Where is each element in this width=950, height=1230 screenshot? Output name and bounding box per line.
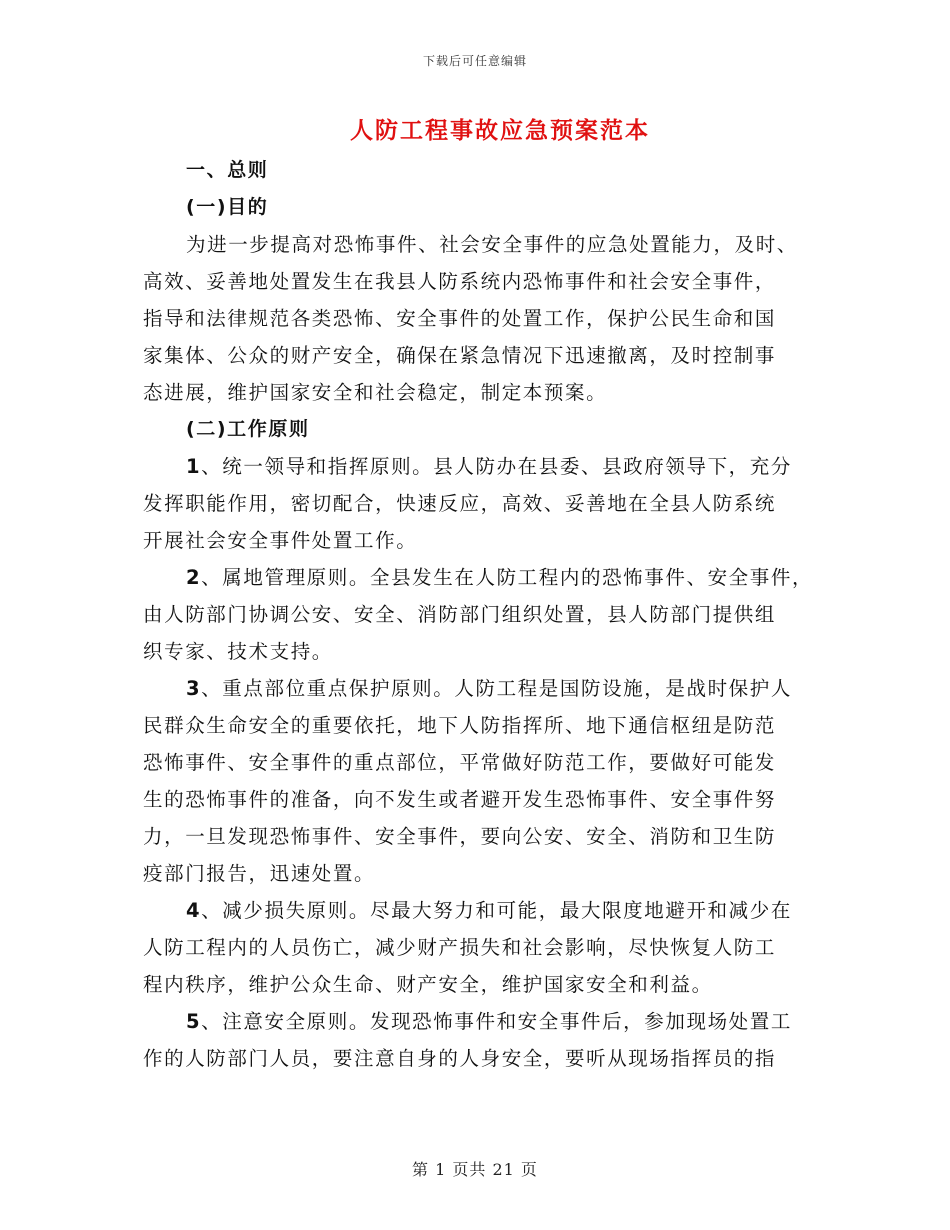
principle-text: 、减少损失原则。尽最大努力和可能，最大限度地避开和减少在	[201, 899, 792, 922]
paragraph-line: 织专家、技术支持。	[143, 640, 333, 663]
paragraph-line: 力，一旦发现恐怖事件、安全事件，要向公安、安全、消防和卫生防	[143, 825, 777, 848]
paragraph-line: 发挥职能作用，密切配合，快速反应，高效、妥善地在全县人防系统	[143, 492, 777, 515]
principle-text: 、属地管理原则。全县发生在人防工程内的恐怖事件、安全事件，	[201, 566, 814, 589]
paragraph-line: 态进展，维护国家安全和社会稳定，制定本预案。	[143, 381, 608, 404]
principle-text: 、注意安全原则。发现恐怖事件和安全事件后，参加现场处置工	[201, 1010, 792, 1033]
paragraph-line	[143, 1003, 823, 1040]
paragraph-line: 人防工程内的人员伤亡，减少财产损失和社会影响，尽快恢复人防工	[143, 936, 777, 959]
paragraph-line: 高效、妥善地处置发生在我县人防系统内恐怖事件和社会安全事件，	[143, 270, 777, 293]
section-heading-general: 一、总则	[186, 159, 269, 181]
principle-paragraph-5	[143, 1003, 823, 1077]
paragraph-line: 恐怖事件、安全事件的重点部位，平常做好防范工作，要做好可能发	[143, 751, 777, 774]
page-header: 下载后可任意编辑	[422, 54, 527, 68]
paragraph-line: 家集体、公众的财产安全，确保在紧急情况下迅速撤离，及时控制事	[143, 344, 777, 367]
paragraph-line: 开展社会安全事件处置工作。	[143, 529, 418, 552]
principle-paragraph-2	[143, 559, 823, 670]
paragraph-line: 民群众生命安全的重要依托，地下人防指挥所、地下通信枢纽是防范	[143, 714, 777, 737]
paragraph-line: 生的恐怖事件的准备，向不发生或者避开发生恐怖事件、安全事件努	[143, 788, 777, 811]
subsection-heading-principles: (二)工作原则	[186, 418, 310, 440]
principle-paragraph-3	[143, 670, 823, 892]
principle-number: 2	[186, 566, 202, 589]
document-body	[143, 152, 823, 1077]
principle-text: 、统一领导和指挥原则。县人防办在县委、县政府领导下，充分	[201, 455, 792, 478]
principle-number: 5	[186, 1010, 202, 1033]
paragraph-line: 程内秩序，维护公众生命、财产安全，维护国家安全和利益。	[143, 973, 713, 996]
paragraph-line	[143, 892, 823, 929]
principle-paragraph-1	[143, 448, 823, 559]
paragraph-line	[143, 559, 823, 596]
paragraph-line: 疫部门报告，迅速处置。	[143, 862, 376, 885]
paragraph-line: 指导和法律规范各类恐怖、安全事件的处置工作，保护公民生命和国	[143, 307, 777, 330]
principle-number: 4	[186, 899, 202, 922]
document-title: 人防工程事故应急预案范本	[350, 117, 650, 144]
page-footer: 第 1 页共 21 页	[412, 1160, 538, 1179]
paragraph-line: 为进一步提高对恐怖事件、社会安全事件的应急处置能力，及时、	[186, 233, 798, 256]
paragraph-line	[143, 448, 823, 485]
principle-number: 3	[186, 677, 202, 700]
principle-number: 1	[186, 455, 202, 478]
purpose-paragraph	[143, 226, 823, 411]
principle-paragraph-4	[143, 892, 823, 1003]
paragraph-line: 作的人防部门人员，要注意自身的人身安全，要听从现场指挥员的指	[143, 1047, 777, 1070]
subsection-heading-purpose: (一)目的	[186, 196, 269, 218]
paragraph-line	[143, 670, 823, 707]
paragraph-line: 由人防部门协调公安、安全、消防部门组织处置，县人防部门提供组	[143, 603, 777, 626]
principle-text: 、重点部位重点保护原则。人防工程是国防设施，是战时保护人	[201, 677, 792, 700]
